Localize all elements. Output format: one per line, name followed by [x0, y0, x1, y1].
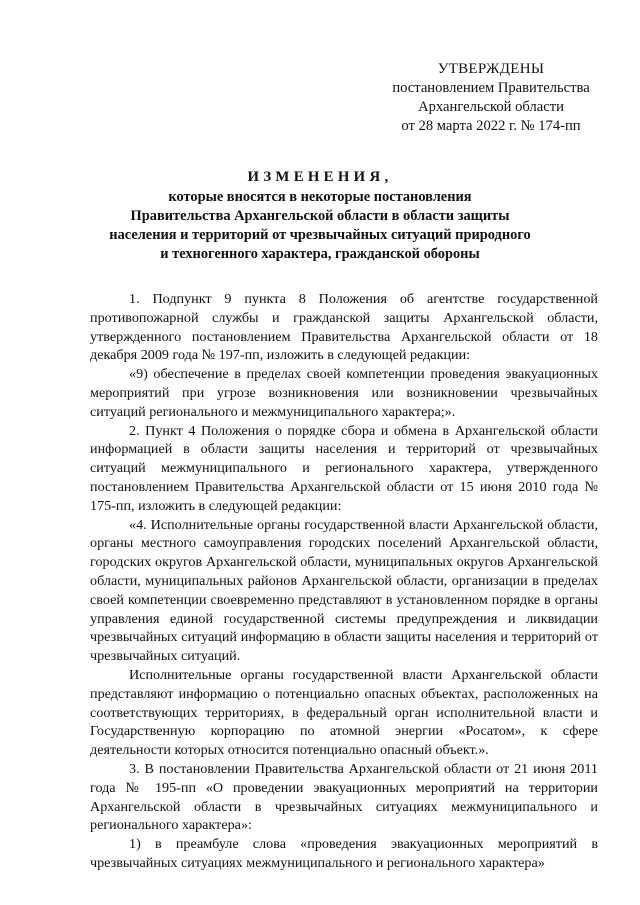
heading-line-2: Правительства Архангельской области в области защиты	[130, 208, 510, 224]
heading-line-3: населения и территорий от чрезвычайных ситуаций природного	[109, 227, 531, 243]
approval-title: УТВЕРЖДЕНЫ	[437, 61, 545, 77]
paragraph-quote-1: «9) обеспечение в пределах своей компетенции проведения эвакуационных мероприятий при угрозе возникновения или возникновении чрезвычайных ситуаций регионального и межмуниципального характера;».	[90, 366, 598, 420]
paragraph-quote-2: «4. Исполнительные органы государственной власти Архангельской области, органы местного самоуправления городских поселений Архангельской области, городских округов Архангельской области, муниципальных округов Архангельской области, муниципальных районов Архангельской области, организации в пределах своей компетенции своевременно представляют в установленном порядке в органы управления единой государственной системы предупреждения и ликвидации чрезвычайных ситуаций информацию в области защиты населения и территорий от чрезвычайных ситуаций.	[90, 516, 598, 665]
heading-title: ИЗМЕНЕНИЯ,	[247, 169, 393, 185]
document-heading	[70, 168, 570, 264]
approval-line-3: от 28 марта 2022 г. № 174-пп	[401, 118, 581, 134]
paragraph-quote-2-continued: Исполнительные органы государственной власти Архангельской области представляют информацию о потенциально опасных объектах, расположенных на соответствующих территориях, в федеральный орган исполнительной власти и Государственную корпорацию по атомной энергии «Росатом», к сфере деятельности которых относится потенциально опасный объект.».	[90, 666, 598, 759]
paragraph-item-2: 2. Пункт 4 Положения о порядке сбора и обмена в Архангельской области информацией в области защиты населения и территорий от чрезвычайных ситуаций межмуниципального и регионального характера, утвержденного постановлением Правительства Архангельской области от 15 июня 2010 года № 175-пп, изложить в следующей редакции:	[90, 422, 598, 514]
paragraph-subitem-3-1: 1) в преамбуле слова «проведения эвакуационных мероприятий в чрезвычайных ситуациях межмуниципального и регионального характера»	[90, 836, 598, 871]
approval-stamp-block	[380, 60, 602, 136]
paragraph-item-1: 1. Подпункт 9 пункта 8 Положения об агентстве государственной противопожарной службы и гражданской защиты Архангельской области, утвержденного постановлением Правительства Архангельской области от 18 декабря 2009 года № 197-пп, изложить в следующей редакции:	[90, 291, 598, 364]
document-body	[90, 290, 598, 873]
heading-line-1: которые вносятся в некоторые постановления	[168, 189, 472, 205]
approval-line-2: Архангельской области	[418, 99, 564, 115]
paragraph-item-3: 3. В постановлении Правительства Архангельской области от 21 июня 2011 года № 195-пп «О проведении эвакуационных мероприятий на территории Архангельской области в чрезвычайных ситуациях межмуниципального и регионального характера»:	[90, 760, 598, 834]
heading-line-4: и техногенного характера, гражданской обороны	[160, 246, 480, 262]
approval-line-1: постановлением Правительства	[392, 80, 590, 96]
